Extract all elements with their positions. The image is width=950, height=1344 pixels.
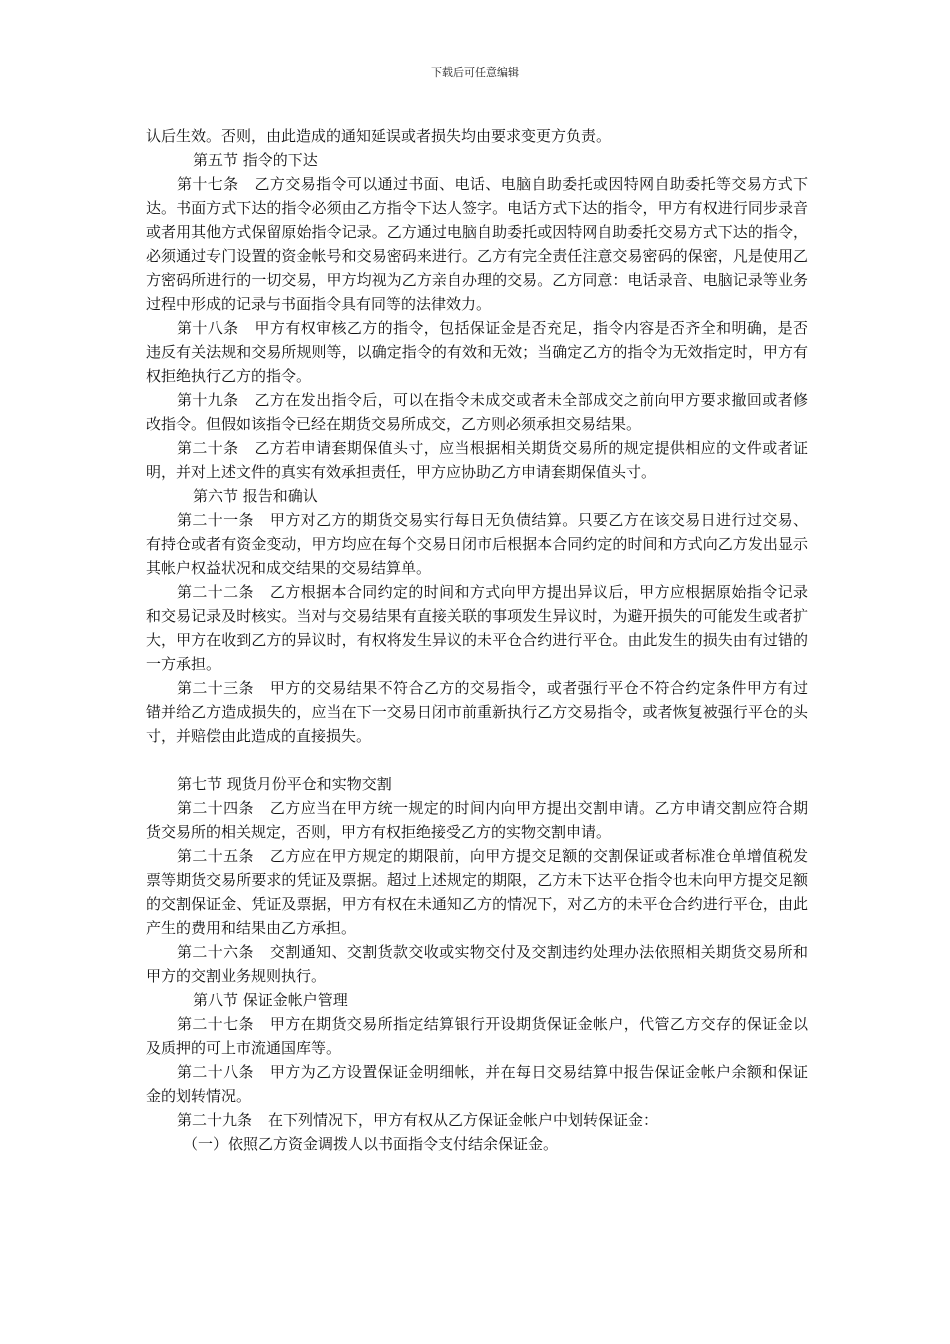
- page-header-note: 下载后可任意编辑: [431, 66, 519, 79]
- article-25-heading: 第二十五条: [177, 847, 254, 865]
- article-19-text: 乙方在发出指令后，可以在指令未成交或者未全部成交之前向甲方要求撤回或者修改指令。但假如该指令已经在期货交易所成交，乙方则必须承担交易结果。: [146, 391, 808, 433]
- list-item: （一）依照乙方资金调拨人以书面指令支付结余保证金。: [183, 1135, 559, 1153]
- article-24-text: 乙方应当在甲方统一规定的时间内向甲方提出交割申请。乙方申请交割应符合期货交易所的相关规定，否则，甲方有权拒绝接受乙方的实物交割申请。: [146, 799, 808, 841]
- article-20-text: 乙方若申请套期保值头寸，应当根据相关期货交易所的规定提供相应的文件或者证明，并对上述文件的真实有效承担责任，甲方应协助乙方申请套期保值头寸。: [146, 439, 808, 481]
- article-29: [146, 1108, 808, 1132]
- article-19: [146, 388, 808, 436]
- article-27: [146, 1012, 808, 1060]
- article-22-text: 乙方根据本合同约定的时间和方式向甲方提出异议后，甲方应根据原始指令记录和交易记录及时核实。当对与交易结果有直接关联的事项发生异议时，为避开损失的可能发生或者扩大，甲方在收到乙方的异议时，有权将发生异议的未平仓合约进行平仓。由此发生的损失由有过错的一方承担。: [146, 583, 808, 673]
- section-8-title: 第八节 保证金帐户管理: [193, 991, 348, 1009]
- article-20: [146, 436, 808, 484]
- article-26-text: 交割通知、交割货款交收或实物交付及交割违约处理办法依照相关期货交易所和甲方的交割业务规则执行。: [146, 943, 808, 985]
- article-28-heading: 第二十八条: [177, 1063, 254, 1081]
- article-27-text: 甲方在期货交易所指定结算银行开设期货保证金帐户，代管乙方交存的保证金以及质押的可上市流通国库等。: [146, 1015, 808, 1057]
- article-17-text: 乙方交易指令可以通过书面、电话、电脑自助委托或因特网自助委托等交易方式下达。书面方式下达的指令必须由乙方指令下达人签字。电话方式下达的指令，甲方有权进行同步录音或者用其他方式保留原始指令记录。乙方通过电脑自助委托或因特网自助委托交易方式下达的指令，必须通过专门设置的资金帐号和交易密码来进行。乙方有完全责任注意交易密码的保密，凡是使用乙方密码所进行的一切交易，甲方均视为乙方亲自办理的交易。乙方同意：电话录音、电脑记录等业务过程中形成的记录与书面指令具有同等的法律效力。: [146, 175, 808, 313]
- article-25-text: 乙方应在甲方规定的期限前，向甲方提交足额的交割保证或者标准仓单增值税发票等期货交易所要求的凭证及票据。超过上述规定的期限，乙方未下达平仓指令也未向甲方提交足额的交割保证金、凭证及票据，甲方有权在未通知乙方的情况下，对乙方的未平仓合约进行平仓，由此产生的费用和结果由乙方承担。: [146, 847, 808, 937]
- article-21-text: 甲方对乙方的期货交易实行每日无负债结算。只要乙方在该交易日进行过交易、有持仓或者有资金变动，甲方均应在每个交易日闭市后根据本合同约定的时间和方式向乙方发出显示其帐户权益状况和成交结果的交易结算单。: [146, 511, 808, 577]
- section-5-title: 第五节 指令的下达: [193, 151, 318, 169]
- blank-line: [146, 748, 808, 772]
- article-27-heading: 第二十七条: [177, 1015, 254, 1033]
- article-25: [146, 844, 808, 940]
- article-24-heading: 第二十四条: [177, 799, 254, 817]
- article-21-heading: 第二十一条: [177, 511, 254, 529]
- intro-paragraph: 认后生效。否则，由此造成的通知延误或者损失均由要求变更方负责。: [146, 127, 612, 145]
- article-28-text: 甲方为乙方设置保证金明细帐，并在每日交易结算中报告保证金帐户余额和保证金的划转情况。: [146, 1063, 808, 1105]
- article-22-heading: 第二十二条: [177, 583, 254, 601]
- article-26: [146, 940, 808, 988]
- article-20-heading: 第二十条: [177, 439, 239, 457]
- article-21: [146, 508, 808, 580]
- article-29-text: 在下列情况下，甲方有权从乙方保证金帐户中划转保证金：: [268, 1111, 659, 1129]
- article-18-heading: 第十八条: [177, 319, 239, 337]
- article-23-text: 甲方的交易结果不符合乙方的交易指令，或者强行平仓不符合约定条件甲方有过错并给乙方造成损失的，应当在下一交易日闭市前重新执行乙方交易指令，或者恢复被强行平仓的头寸，并赔偿由此造成的直接损失。: [146, 679, 808, 745]
- section-6-title: 第六节 报告和确认: [193, 487, 318, 505]
- article-22: [146, 580, 808, 676]
- section-7-title: 第七节 现货月份平仓和实物交割: [177, 775, 392, 793]
- article-18: [146, 316, 808, 388]
- article-18-text: 甲方有权审核乙方的指令，包括保证金是否充足，指令内容是否齐全和明确，是否违反有关法规和交易所规则等，以确定指令的有效和无效；当确定乙方的指令为无效指定时，甲方有权拒绝执行乙方的指令。: [146, 319, 808, 385]
- article-28: [146, 1060, 808, 1108]
- article-23: [146, 676, 808, 748]
- article-17: [146, 172, 808, 316]
- article-17-heading: 第十七条: [177, 175, 239, 193]
- article-24: [146, 796, 808, 844]
- document-body: [146, 124, 808, 1156]
- article-19-heading: 第十九条: [177, 391, 239, 409]
- article-29-heading: 第二十九条: [177, 1111, 253, 1129]
- article-23-heading: 第二十三条: [177, 679, 254, 697]
- article-26-heading: 第二十六条: [177, 943, 254, 961]
